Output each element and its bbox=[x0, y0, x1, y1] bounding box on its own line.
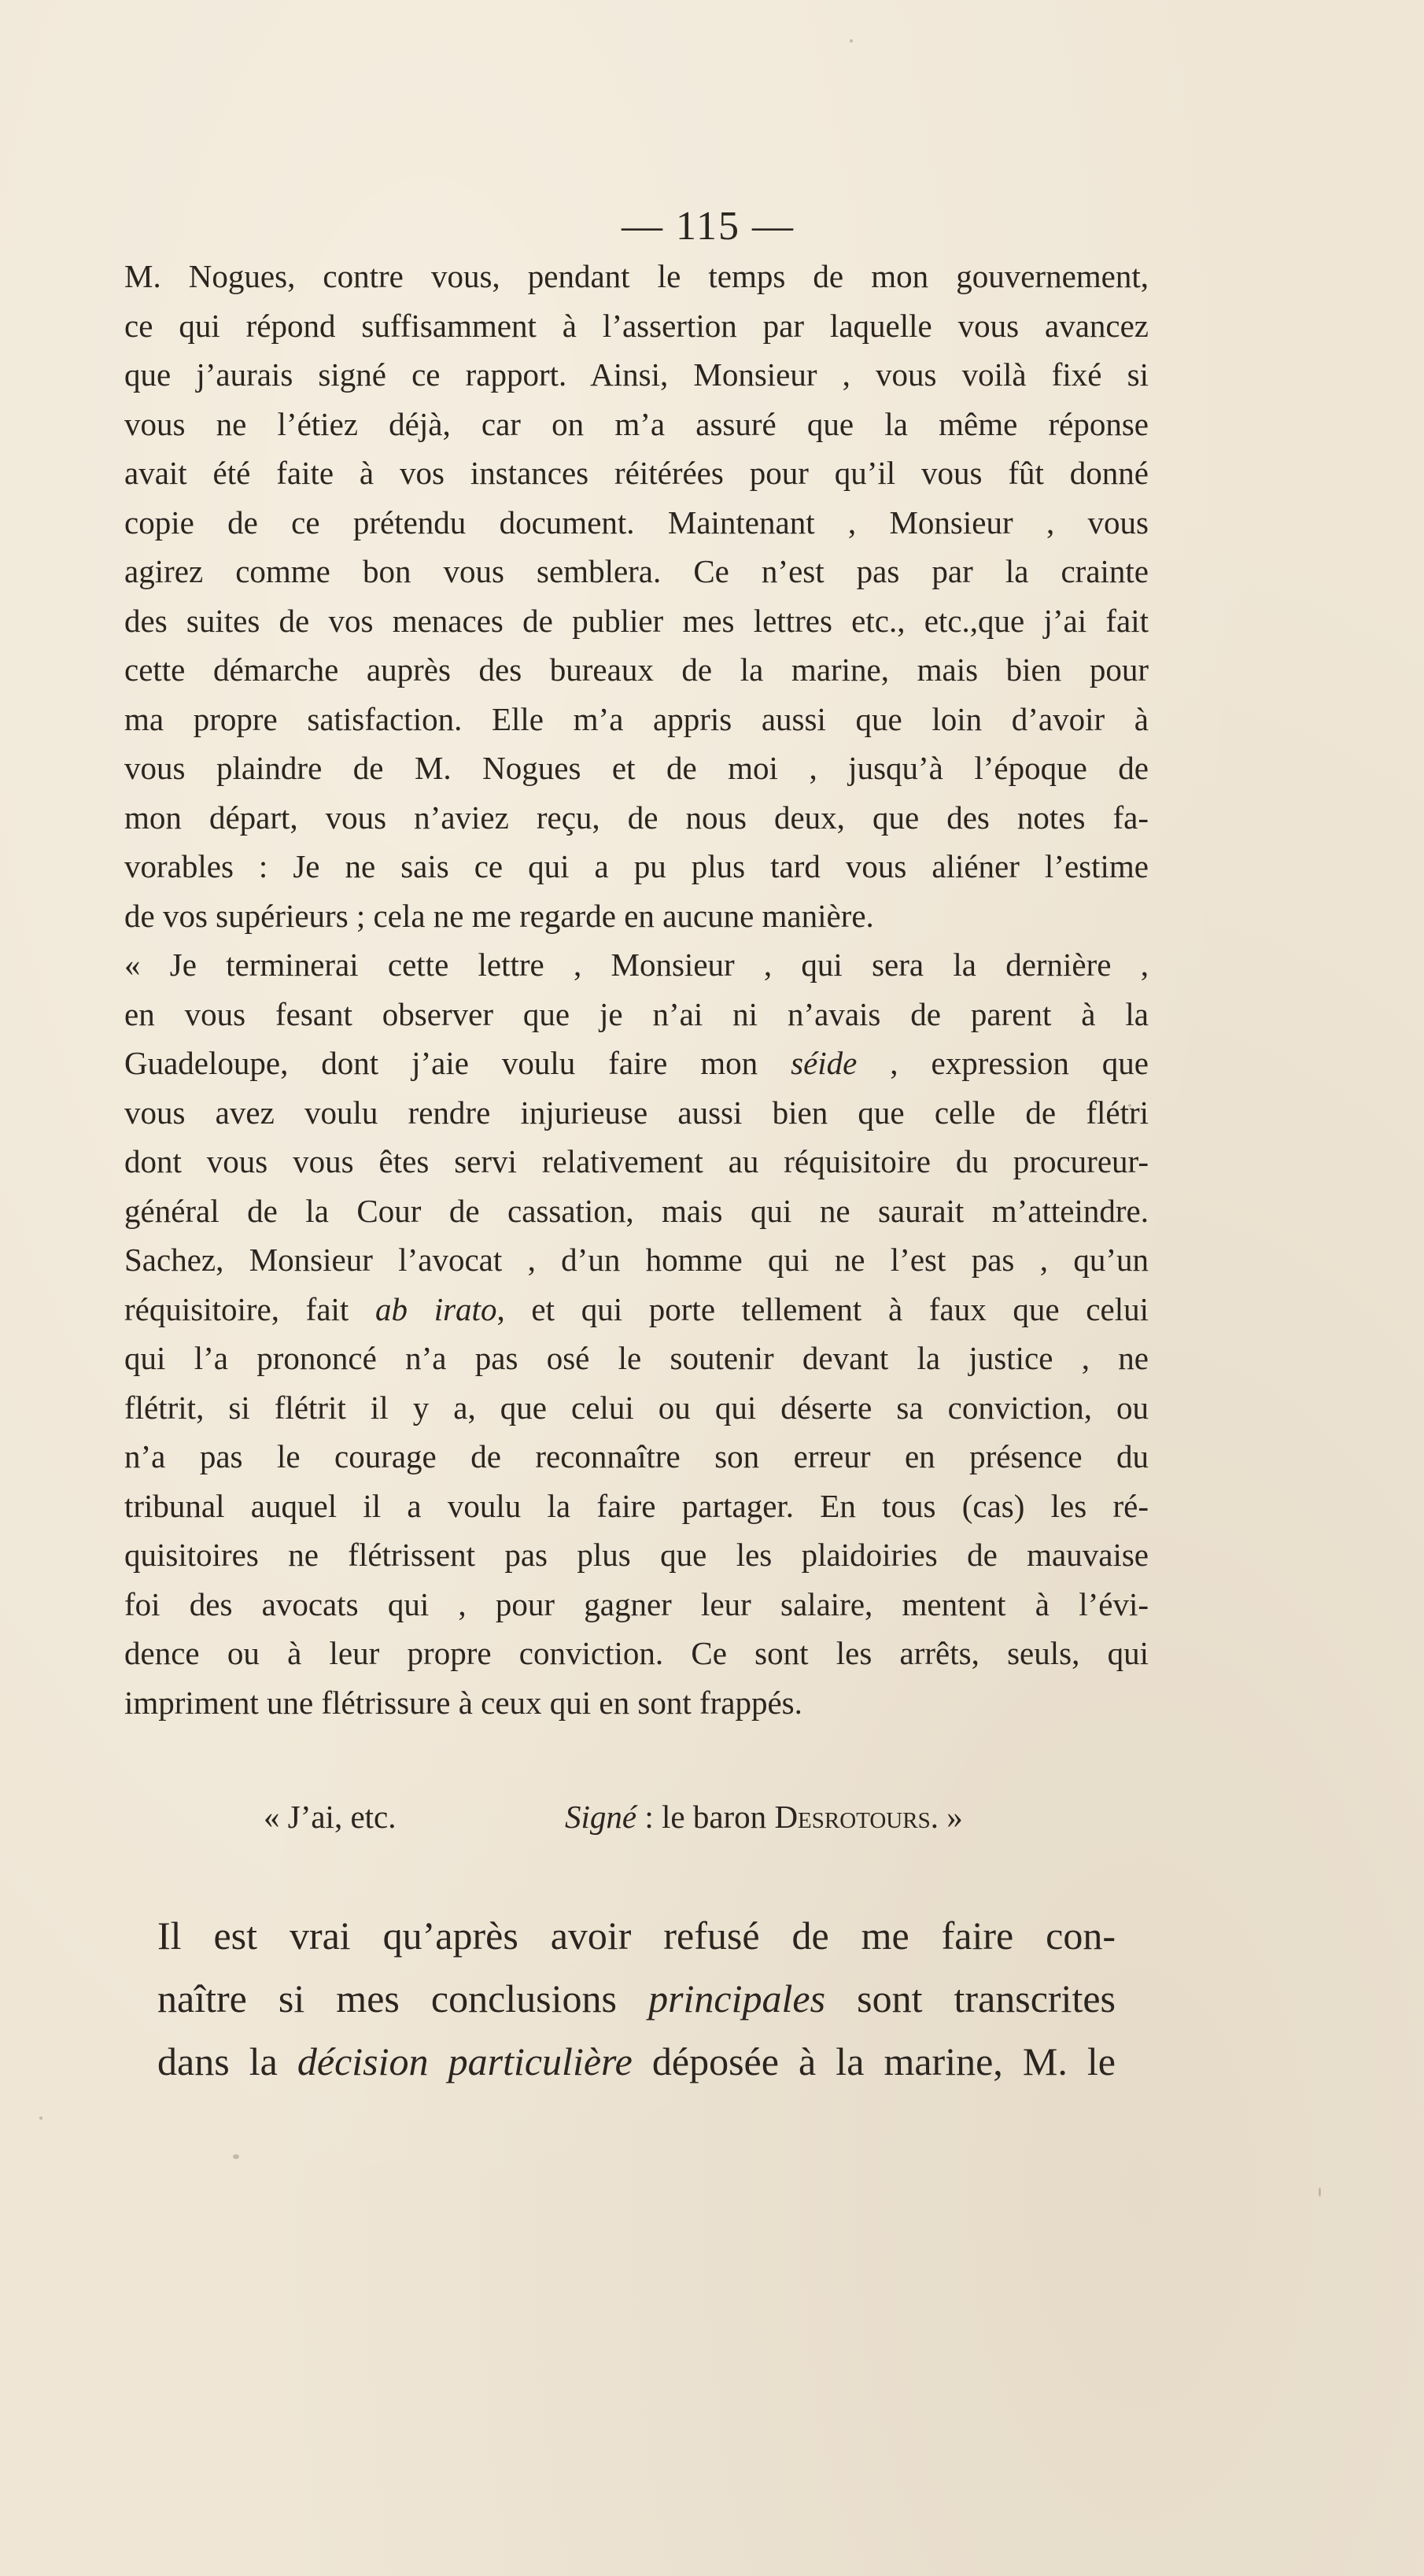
paper-speck bbox=[1128, 1104, 1131, 1107]
signature-connector: : le baron bbox=[636, 1799, 775, 1835]
paper-speck bbox=[850, 39, 853, 42]
text-line: flétrit, si flétrit il y a, que celui ou qui déserte sa conviction, ou bbox=[124, 1389, 1149, 1426]
paper-speck bbox=[1319, 2187, 1321, 2197]
text-line: général de la Cour de cassation, mais qui ne saurait m’atteindre. bbox=[124, 1192, 1149, 1229]
closing-formula: « J’ai, etc. bbox=[264, 1799, 397, 1835]
paper-speck bbox=[39, 2117, 42, 2120]
text-line: dont vous vous êtes servi relativement au réquisitoire du procureur- bbox=[124, 1143, 1149, 1179]
text-segment: naître si mes conclusions bbox=[157, 1976, 649, 2021]
text-line-with-italic bbox=[124, 1285, 1149, 1334]
text-line: Sachez, Monsieur l’avocat , d’un homme qui ne l’est pas , qu’un bbox=[124, 1242, 1149, 1278]
text-line: impriment une flétrissure à ceux qui en sont frappés. bbox=[124, 1684, 802, 1721]
letter-text bbox=[124, 252, 1149, 1727]
text-line: tribunal auquel il a voulu la faire partager. En tous (cas) les ré- bbox=[124, 1487, 1149, 1524]
text-line: foi des avocats qui , pour gagner leur salaire, mentent à l’évi- bbox=[124, 1585, 1149, 1622]
text-line: n’a pas le courage de reconnaître son erreur en présence du bbox=[124, 1438, 1149, 1474]
italic-phrase: ab irato bbox=[375, 1290, 497, 1327]
text-segment: réquisitoire, fait bbox=[124, 1290, 376, 1327]
italic-phrase: décision particulière bbox=[297, 2039, 633, 2083]
text-segment: déposée à la marine, M. le bbox=[632, 2039, 1116, 2083]
text-line: qui l’a prononcé n’a pas osé le soutenir devant la justice , ne bbox=[124, 1340, 1149, 1376]
text-segment: dans la bbox=[157, 2039, 297, 2083]
text-line: quisitoires ne flétrissent pas plus que les plaidoiries de mauvaise bbox=[124, 1537, 1149, 1573]
signature-end: . » bbox=[930, 1799, 963, 1835]
text-line: agirez comme bon vous semblera. Ce n’est pas par la crainte bbox=[124, 553, 1149, 589]
page-number: — 115 — bbox=[621, 204, 795, 249]
italic-word: principales bbox=[648, 1976, 826, 2021]
text-line-with-italic bbox=[124, 1039, 1149, 1088]
italic-word: séide bbox=[791, 1045, 858, 1081]
signer-name: Desrotours bbox=[774, 1799, 931, 1835]
text-line: en vous fesant observer que je n’ai ni n’avais de parent à la bbox=[124, 995, 1149, 1032]
text-line: dence ou à leur propre conviction. Ce sont les arrêts, seuls, qui bbox=[124, 1635, 1149, 1671]
text-line-with-italic bbox=[157, 1967, 1116, 2030]
text-segment: sont transcrites bbox=[825, 1976, 1116, 2021]
text-line: vous avez voulu rendre injurieuse aussi bien que celle de flétri bbox=[124, 1094, 1149, 1131]
text-line: M. Nogues, contre vous, pendant le temps de mon gouvernement, bbox=[124, 258, 1149, 294]
text-line: avait été faite à vos instances réitérées pour qu’il vous fût donné bbox=[124, 455, 1149, 491]
continuation-paragraph bbox=[157, 1904, 1116, 2093]
paper-speck bbox=[233, 2154, 239, 2159]
text-line: Il est vrai qu’après avoir refusé de me faire con- bbox=[157, 1914, 1116, 1958]
text-line-with-italic bbox=[157, 2030, 1116, 2093]
text-line: copie de ce prétendu document. Maintenant , Monsieur , vous bbox=[124, 504, 1149, 541]
signed-label: Signé bbox=[565, 1799, 637, 1835]
text-segment: , et qui porte tellement à faux que celui bbox=[496, 1290, 1149, 1327]
text-line: vorables : Je ne sais ce qui a pu plus tard vous aliéner l’estime bbox=[124, 848, 1149, 884]
text-line: ce qui répond suffisamment à l’assertion par laquelle vous avancez bbox=[124, 307, 1149, 344]
text-line: vous plaindre de M. Nogues et de moi , jusqu’à l’époque de bbox=[124, 750, 1149, 786]
text-segment: Guadeloupe, dont j’aie voulu faire mon bbox=[124, 1045, 791, 1081]
letter-signature bbox=[264, 1792, 1129, 1841]
text-line: que j’aurais signé ce rapport. Ainsi, Monsieur , vous voilà fixé si bbox=[124, 356, 1149, 393]
text-line: « Je terminerai cette lettre , Monsieur , qui sera la dernière , bbox=[124, 947, 1149, 983]
text-line: de vos supérieurs ; cela ne me regarde en aucune manière. bbox=[124, 897, 874, 934]
text-line: ma propre satisfaction. Elle m’a appris aussi que loin d’avoir à bbox=[124, 700, 1149, 737]
text-line: mon départ, vous n’aviez reçu, de nous deux, que des notes fa- bbox=[124, 799, 1149, 836]
text-line: vous ne l’étiez déjà, car on m’a assuré que la même réponse bbox=[124, 405, 1149, 442]
text-line: cette démarche auprès des bureaux de la marine, mais bien pour bbox=[124, 651, 1149, 688]
text-line: des suites de vos menaces de publier mes lettres etc., etc.,que j’ai fait bbox=[124, 602, 1149, 639]
text-segment: , expression que bbox=[857, 1045, 1149, 1081]
